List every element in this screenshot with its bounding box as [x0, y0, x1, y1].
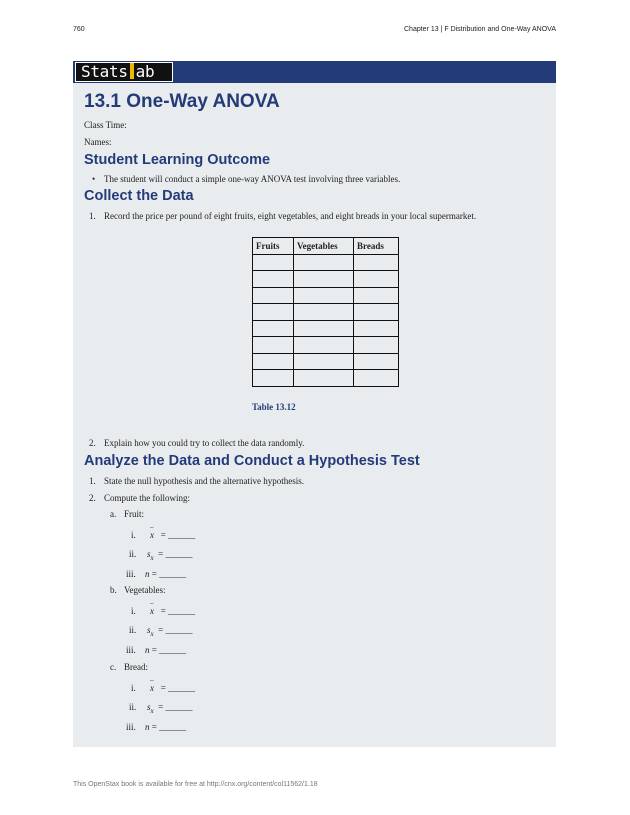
blank: = ______ [151, 722, 187, 732]
table-cell [354, 271, 399, 288]
mean-line [150, 530, 195, 540]
item-number: 1. [89, 476, 96, 486]
sd-line [147, 625, 192, 638]
blank: = ______ [151, 645, 187, 655]
table-cell [294, 370, 354, 387]
sd-line [147, 549, 192, 562]
col-header-breads: Breads [354, 238, 399, 255]
sub-index: i. [131, 606, 136, 616]
table-cell [354, 337, 399, 354]
table-cell [354, 287, 399, 304]
item-number: 2. [89, 493, 96, 503]
col-header-vegetables: Vegetables [294, 238, 354, 255]
group-name: Vegetables: [124, 585, 166, 595]
n-line [145, 569, 186, 579]
table-cell [354, 304, 399, 321]
s-subscript: x [150, 706, 154, 715]
table-cell [354, 353, 399, 370]
blank: = ______ [151, 569, 187, 579]
logo-text-left: Stats [81, 62, 128, 81]
analyze-item-2: Compute the following: [104, 493, 190, 503]
s-symbol: s [147, 702, 151, 712]
n-symbol: n [145, 645, 150, 655]
table-body [253, 254, 399, 386]
x-bar-symbol: _ x [150, 530, 154, 540]
n-symbol: n [145, 569, 150, 579]
collect-heading: Collect the Data [84, 188, 194, 204]
table-row [253, 287, 399, 304]
collect-item-1: Record the price per pound of eight fruits, eight vegetables, and eight breads in your local supermarket. [104, 211, 477, 221]
sub-index: i. [131, 683, 136, 693]
table-cell [253, 287, 294, 304]
logo-bar-icon [130, 63, 134, 79]
mean-line [150, 683, 195, 693]
names-label: Names: [84, 137, 112, 147]
table-cell [294, 337, 354, 354]
item-number: 2. [89, 438, 96, 448]
n-line [145, 645, 186, 655]
collect-item-2: Explain how you could try to collect the data randomly. [104, 438, 305, 448]
table-cell [253, 320, 294, 337]
chapter-header: Chapter 13 | F Distribution and One-Way ANOVA [404, 26, 556, 33]
table-row [253, 320, 399, 337]
blank: = ______ [158, 549, 193, 559]
x-bar-symbol: _ x [150, 683, 154, 693]
table-row [253, 353, 399, 370]
table-cell [294, 271, 354, 288]
table-row [253, 271, 399, 288]
sub-index: iii. [126, 569, 136, 579]
stats-lab-banner [73, 61, 556, 83]
table-cell [354, 254, 399, 271]
table-cell [294, 287, 354, 304]
page-title: 13.1 One-Way ANOVA [84, 91, 280, 112]
analyze-heading: Analyze the Data and Conduct a Hypothesis Test [84, 453, 420, 469]
table-caption: Table 13.12 [252, 402, 296, 412]
table-cell [354, 320, 399, 337]
sub-index: ii. [129, 625, 137, 635]
s-subscript: x [150, 553, 154, 562]
stats-lab-logo [75, 62, 173, 82]
logo-text-right: ab [135, 62, 155, 81]
table-cell [253, 271, 294, 288]
s-subscript: x [150, 629, 154, 638]
group-letter: b. [110, 585, 117, 595]
table-cell [253, 304, 294, 321]
table-cell [253, 353, 294, 370]
col-header-fruits: Fruits [253, 238, 294, 255]
table-cell [253, 254, 294, 271]
group-name: Bread: [124, 662, 148, 672]
table-cell [253, 337, 294, 354]
group-letter: a. [110, 509, 117, 519]
footer-note: This OpenStax book is available for free at http://cnx.org/content/col11562/1.18 [73, 781, 318, 788]
price-table [252, 237, 399, 387]
blank: = ______ [160, 683, 196, 693]
outcome-heading: Student Learning Outcome [84, 152, 271, 168]
page-number: 760 [73, 26, 85, 33]
table-cell [294, 304, 354, 321]
s-symbol: s [147, 625, 151, 635]
table-cell [354, 370, 399, 387]
table-row [253, 254, 399, 271]
group-letter: c. [110, 662, 117, 672]
group-name: Fruit: [124, 509, 145, 519]
n-line [145, 722, 186, 732]
blank: = ______ [160, 606, 196, 616]
table-cell [294, 353, 354, 370]
table-row [253, 337, 399, 354]
sub-index: iii. [126, 645, 136, 655]
blank: = ______ [158, 625, 193, 635]
table-cell [253, 370, 294, 387]
blank: = ______ [160, 530, 196, 540]
blank: = ______ [158, 702, 193, 712]
s-symbol: s [147, 549, 151, 559]
outcome-text: The student will conduct a simple one-way ANOVA test involving three variables. [104, 174, 401, 184]
table-row [253, 304, 399, 321]
table-row [253, 370, 399, 387]
sd-line [147, 702, 192, 715]
n-symbol: n [145, 722, 150, 732]
item-number: 1. [89, 211, 96, 221]
bullet-icon: • [92, 174, 96, 184]
table-cell [294, 254, 354, 271]
class-time-label: Class Time: [84, 120, 127, 130]
sub-index: ii. [129, 702, 137, 712]
mean-line [150, 606, 195, 616]
analyze-item-1: State the null hypothesis and the alternative hypothesis. [104, 476, 304, 486]
sub-index: iii. [126, 722, 136, 732]
sub-index: i. [131, 530, 136, 540]
sub-index: ii. [129, 549, 137, 559]
table-cell [294, 320, 354, 337]
x-bar-symbol: _ x [150, 606, 154, 616]
